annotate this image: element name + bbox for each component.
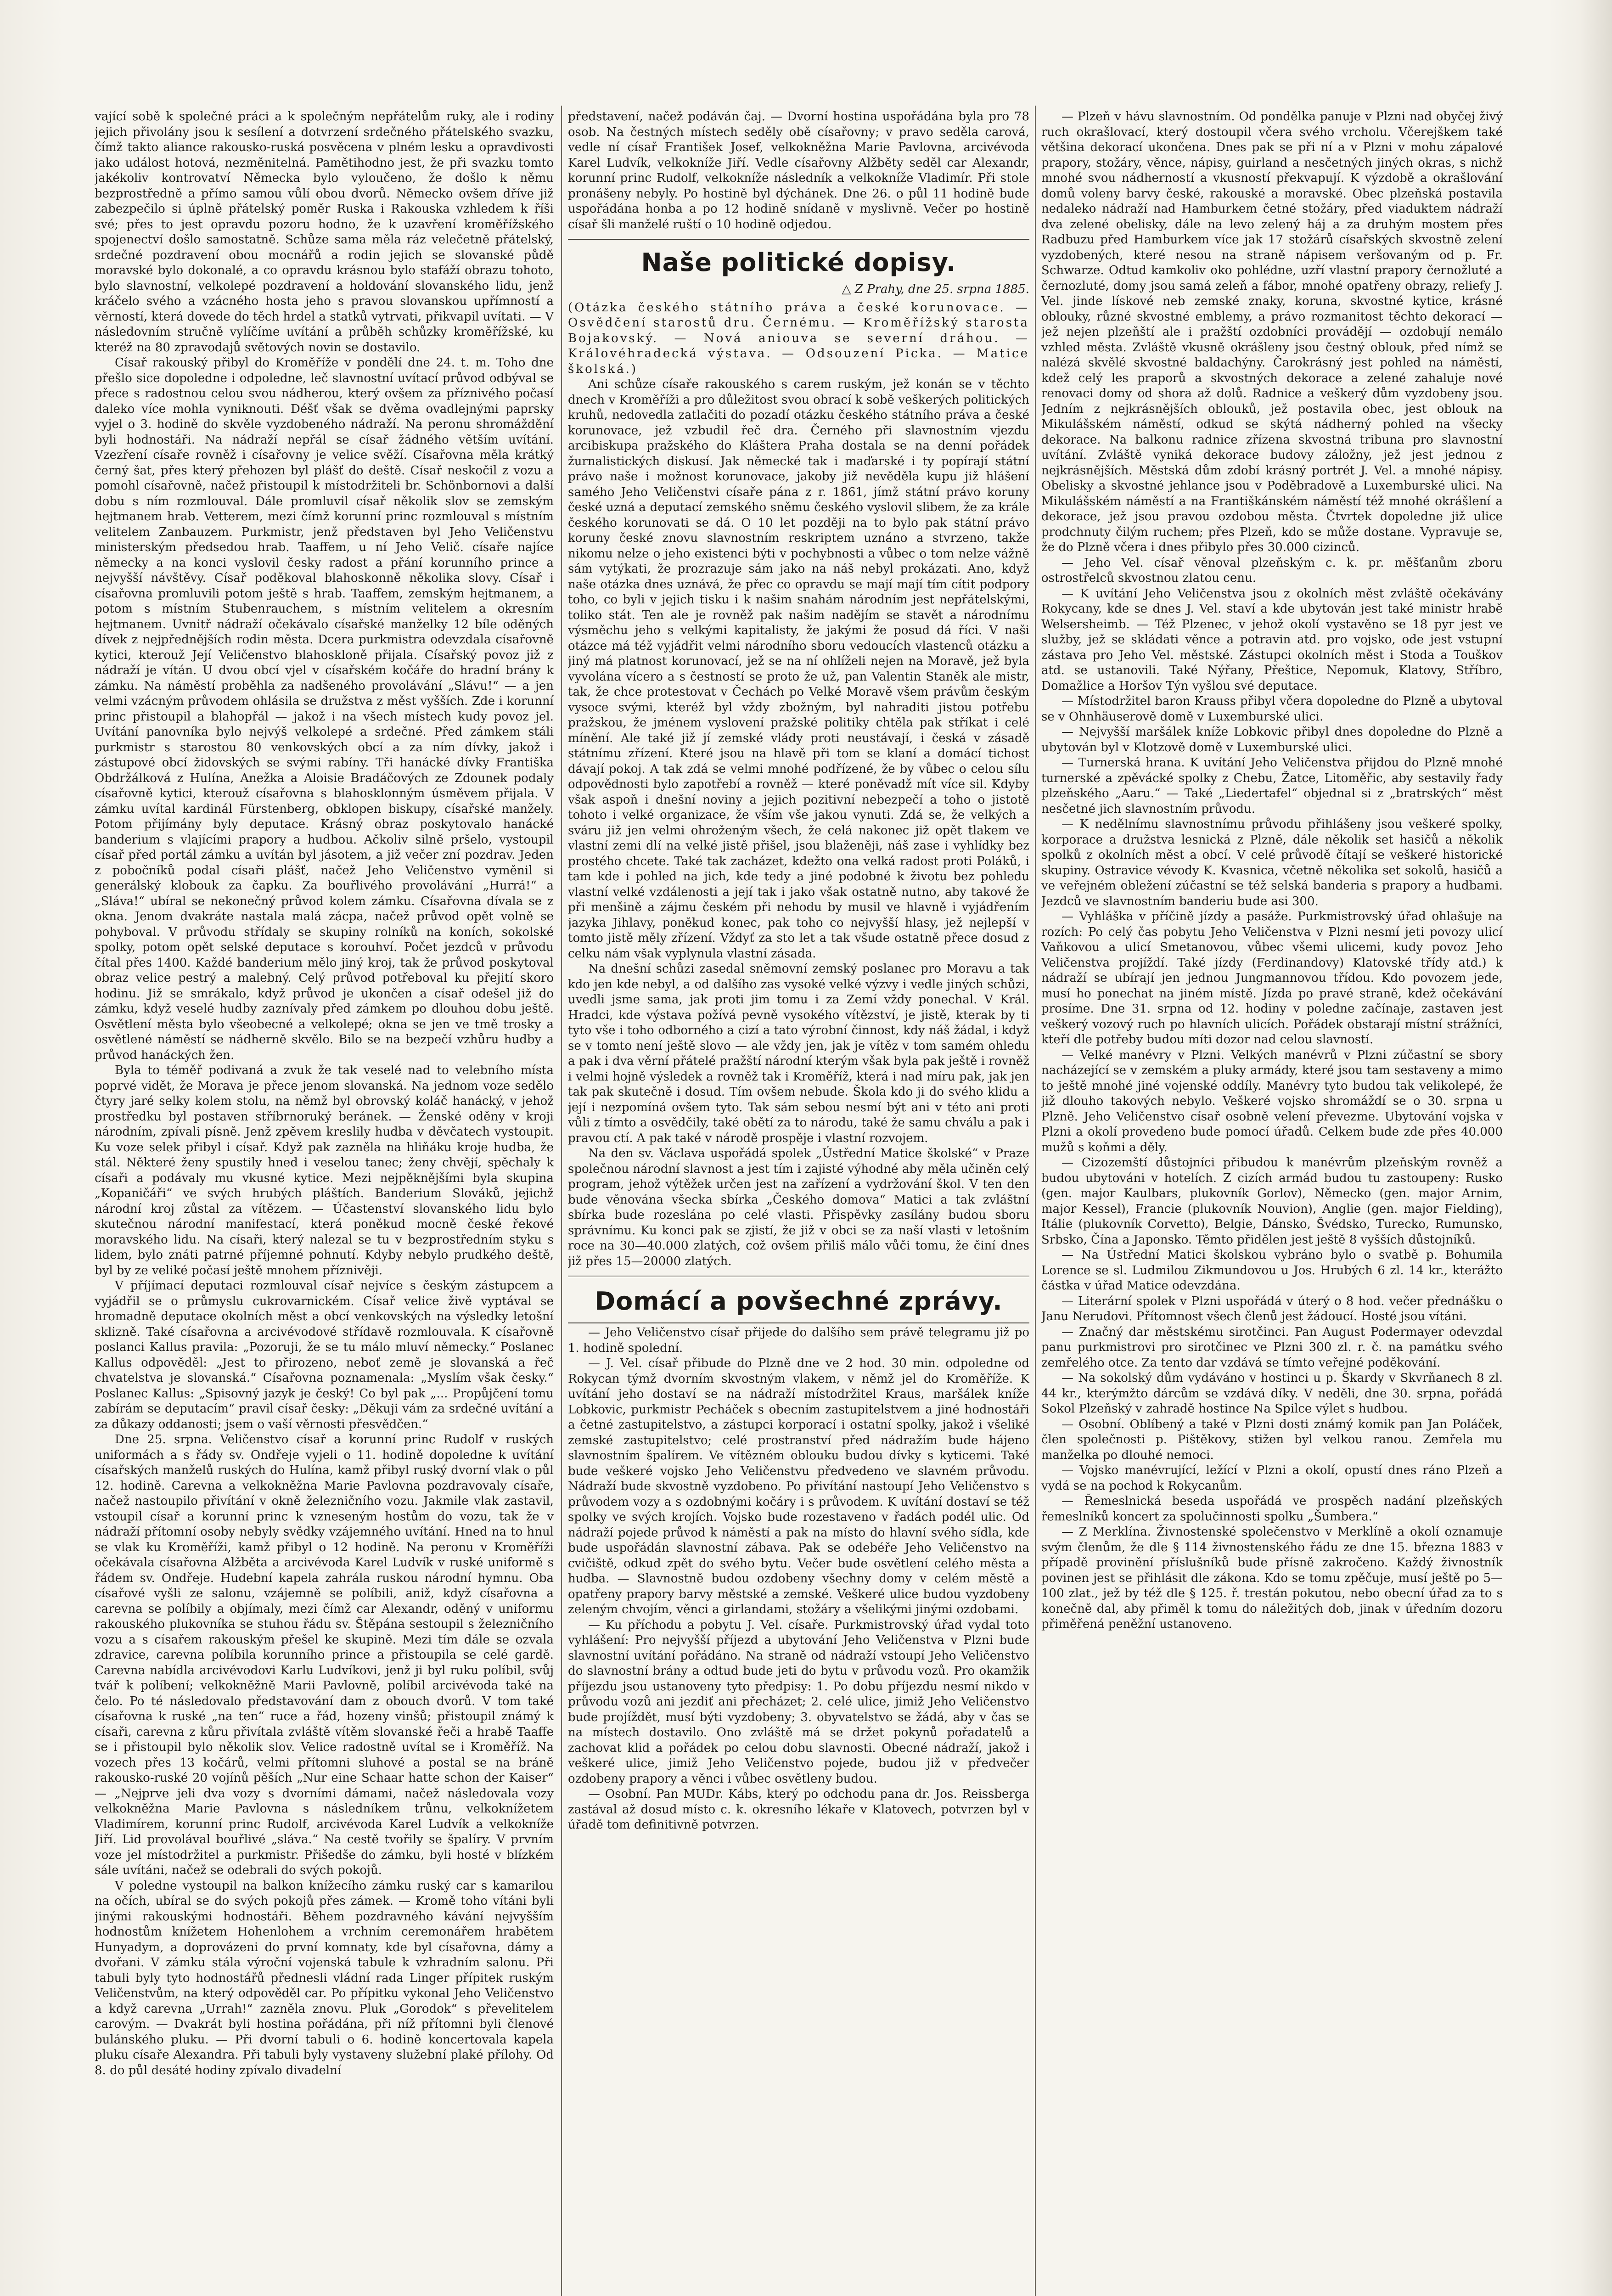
- news-item: — J. Vel. císař přibude do Plzně dne ve 2 hod. 30 min. odpoledne od Rokycan týmž dvorním skvostným vlakem, v němž jel do Kroměříže. K uvítání jeho dostaví se na nádraží místodržitel Kraus, maršálek kníže Lobkovic, purkmistr Pecháček s obecním zastupitelstvem a jiné hodnostáři a četné zastupitelstvo, a zástupci korporací i ostatní spolky, jakož i všeliké zemské zastupitelstvo; celé prostranství před nádražím bude hájeno slavnostním špalírem. Ve vítězném oblouku budou dívky s kyticemi. Také bude veškeré vojsko Jeho Veličenstvu předvedeno ve slavném průvodu. Nádraží bude skvostně vyzdobeno. Po přivítání nastoupí Jeho Veličenstvo s průvodem vozy a s ozdobnými kočáry i s průvodem. K uvítání dostaví se též spolky ve svých krojích. Vojsko bude rozestaveno v řadách podél ulic. Od nádraží pojede průvod k náměstí a pak na místo do hlavní svého sídla, kde bude uspořádán slavnostní zábava. Pak se odebéře Jeho Veličenstvo na cvičiště, odkud zpět do svého bytu. Večer bude osvětlení celého města a hudba. — Slavnostně budou ozdobeny všechny domy v celém městě a opatřeny prapory barvy městské a zemské. Veškeré ulice budou vyzdobeny zeleným chvojím, věnci a girlandami, stožáry a všelikými jinými ozdobami.: [568, 1356, 1029, 1616]
- article-paragraph: Císař rakouský přibyl do Kroměříže v pondělí dne 24. t. m. Toho dne přešlo sice dopoledne i odpoledne, leč slavnostní uvítací průvod odbýval se přece s radostnou celou svou nádherou, který ovšem za příznivého počasí daleko více mohla vyniknouti. Déšť však se dvěma ovadlejnými paprsky vyjel o 3. hodině do skvěle vyzdobeného nádraží. Na peronu shromáždění byli hodnostáři. Na nádraží nepřál se císař žádného větším uvítání. Vzezření císaře rovněž i císařovny je velice svěží. Císařovna měla krátký černý šat, přes který přehozen byl plášť do deště. Císař neskočil z vozu a pomohl císařovně, načež přistoupil k místodržiteli br. Schönbornovi a další dobu s ním rozmlouval. Dále promluvil císař několik slov se zemským hejtmanem hrab. Vetterem, mezi čímž korunní princ rozmlouval s místním velitelem Zanbauzem. Purkmistr, jenž představen byl Jeho Veličenstvu ministerským předsedou hrab. Taaffem, u ní Jeho Velič. císaře najíce německy a na konci vyslovil česky radost a přání korunního prince a nejvyšší návštěvy. Císař poděkoval blahoskonně několika slovy. Císař i císařovna promluvili potom ještě s hrab. Taaffem, zemským hejtmanem, a potom s místním Stubenrauchem, s místním velitelem a okresním hejtmanem. Uvnitř nádraží očekávalo císařské manželky 12 bíle oděných dívek z nejpřednějších rodin města. Dcera purkmistra odevzdala císařovně kytici, kterouž Její Veličenstvo blahoskloně přijala. Císařský povoz již z nádraží je vítán. U dvou obcí vjel v císařském kočáře do hradní brány k zámku. Na náměstí proběhla za nadšeného provolávání „Slávu!“ — a jen velmi vzácným průvodem ohlásila se družstva z měst vyšších. Zde i korunní princ přistoupil a blahopřál — jakož i na všech místech kudy povoz jel. Uvítání panovníka bylo nejvýš velkolepé a srdečné. Před zámkem stáli purkmistr s starostou 80 venkovských obcí a za ním dívky, jakož i zástupové obcí židovských se svými rabíny. Tři hanácké dívky Františka Obdržálková z Hulína, Anežka a Aloisie Bradáčových ze Zdounek podaly císařovně kytici, kterouž císařovna s blahosklonným úsměvem přijala. V zámku uvítal kardinál Fürstenberg, obklopen biskupy, císařské manžely. Potom přijímány byly deputace. Krásný obraz poskytovalo hanácké banderium s vlajícími prapory a hudbou. Ačkoliv silně pršelo, vystoupil císař před portál zámku a uvítán byl jásotem, a již večer zní pozdrav. Jeden z pobočníků podal císaři plášť, načež Jeho Veličenstvo vyměnil si generálský klobouk za čapku. Za bouřlivého provolávání „Hurrá!“ a „Sláva!“ ubíral se nekonečný průvod kolem zámku. Císařovna dívala se z okna. Jenom dvakráte nastala malá zácpa, načež průvod opět volně se pohyboval. V průvodu střídaly se skupiny rolníků na koních, sokolské spolky, potom opět selské deputace s korouhví. Počet jezdců v průvodu čítal přes 1400. Každé banderium mělo jiný kroj, tak že průvod poskytoval obraz velice pestrý a malebný. Celý průvod potřeboval ku přejití skoro hodinu. Již se smrákalo, když průvod je ukončen a císař odešel již do zámku, když veselé hudby zaznívaly před zámkem po dlouhou dobu ještě. Osvětlení města bylo všeobecné a velkolepé; okna se jen ve tmě trosky a osvětlené náměstí se nádherně skvělo. Bilo se na bezpečí vzhůru hudby a průvod hanáckých žen.: [95, 356, 554, 1062]
- column-right: [1041, 109, 1503, 2296]
- article-paragraph: Na den sv. Václava uspořádá spolek „Ústřední Matice školské“ v Praze společnou národní slavnost a jest tím i zajisté výhodné aby měla učiněn celý program, jehož výtěžek určen jest na zařízení a vydržování škol. V ten den bude věnována všecka sbírka „Českého domova“ Matici a tak zvláštní sbírka bude rozeslána po celé vlasti. Přispěvky zasílány budou sboru správnímu. Ku konci pak se zjistí, že již v obci se za naší vlasti v letošním roce na 30—40.000 zlatých, což ovšem přiliš málo vůči tomu, že činí dnes již přes 15—20000 zlatých.: [568, 1147, 1029, 1268]
- news-item: — Cizozemští důstojníci přibudou k manévrům plzeňským rovněž a budou ubytováni v hotelích. Z cizích armád budou tu zastoupeny: Rusko (gen. major Kaulbars, plukovník Gorlov), Německo (gen. major Arnim, major Kessel), Francie (plukovník Nouvion), Anglie (gen. major Fielding), Itálie (plukovník Corvetto), Belgie, Dánsko, Švédsko, Turecko, Rumunsko, Srbsko, Čína a Japonsko. Těmto přidělen jest ještě 8 vyšších důstojníků.: [1041, 1156, 1503, 1247]
- news-item: — Turnerská hrana. K uvítání Jeho Veličenstva přijdou do Plzně mnohé turnerské a zpěvácké spolky z Chebu, Žatce, Litoměřic, aby sestavily řady plzeňského „Aaru.“ — Také „Liedertafel“ objednal si z „bratrských“ měst nesčetné jich slavnostním průvodu.: [1041, 756, 1503, 816]
- article-paragraph: V poledne vystoupil na balkon knížecího zámku ruský car s kamarilou na očích, ubíral se do svých pokojů přes zámek. — Kromě toho vítáni byli jinými rakouskými hodnostáři. Během pozdravného kávání nejvyšším hodnostům knížetem Hohenlohem a vrchním ceremonářem hrabětem Hunyadym, a doprovázeni do první komnaty, kde byl císařovna, dámy a dvořani. V zámku stála výroční vojenská tabule k vzhradním salonu. Při tabuli byly tyto hodnostářů přednesli vládní rada Linger přípitek ruským Veličenstvům, na který odpověděl car. Po přípitku vykonal Jeho Veličenstvo a když carevna „Urrah!“ zazněla znovu. Pluk „Gorodok“ s převelitelem carovým. — Dvakrát byli hostina pořádána, při níž přítomni byli členové bulánského pluku. — Při dvorní tabuli o 6. hodině koncertovala kapela pluku císaře Alexandra. Při tabuli byly vystaveny služební plaké přílohy. Od 8. do půl desáté hodiny zpívalo divadelní: [95, 1879, 554, 2077]
- column-divider: [1035, 106, 1036, 2296]
- page-edge-shadow: [1580, 0, 1612, 2296]
- column-left: [95, 109, 554, 2296]
- news-item: — Vojsko manévrující, ležící v Plzni a okolí, opustí dnes ráno Plzeň a vydá se na pochod k Rokycanům.: [1041, 1463, 1503, 1493]
- news-item: — Literární spolek v Plzni uspořádá v úterý o 8 hod. večer přednášku o Janu Nerudovi. Přítomnost všech členů jest žádoucí. Hosté jsou vítáni.: [1041, 1294, 1503, 1323]
- section-headline: Domácí a povšechné zprávy.: [595, 1287, 1003, 1316]
- column-divider: [561, 106, 562, 2296]
- dateline: △ Z Prahy, dne 25. srpna 1885.: [842, 282, 1029, 296]
- article-summary: (Otázka českého státního práva a české korunovace. — Osvědčení starostů dru. Černému. — Kroměřížský starosta Bojakovský. — Nová aniouva se severní dráhou. — Královéhradecká výstava. — Odsouzení Picka. — Matice školská.): [568, 300, 1029, 376]
- news-item: — Na sokolský dům vydáváno v hostinci u p. Škardy v Skvrňanech 8 zl. 44 kr., kterýmžto dárcům se vzdává díky. V neděli, dne 30. srpna, pořádá Sokol Plzeňský v zahradě hostince Na Spilce výlet s hudbou.: [1041, 1371, 1503, 1416]
- article-paragraph: V příjímací deputaci rozmlouval císař nejvíce s českým zástupcem a vyjádřil se o průmyslu cukrovarnickém. Císař velice živě vyptával se hromadně deputace okolních měst a obcí venkovských na výsledky letošní sklizně. Také císařovna a arcivévodové střídavě rozmlouvala. K císařovně poslanci Kallus pravila: „Pozoruji, že se tu málo mluví německy.“ Poslanec Kallus odpověděl: „Jest to přirozeno, neboť země je slovanská a řeč chvatelstva je slovanská.“ Císařovna poznamenala: „Myslím však česky.“ Poslanec Kallus: „Spisovný jazyk je český! Co byl pak „... Propůjčení tomu zabírám se deputacím“ pravil císař česky: „Děkuji vám za srdečné uvítání a za důkazy oddanosti; jsem o vaší věrnosti přesvědčen.“: [95, 1279, 554, 1431]
- section-rule: [568, 1276, 1029, 1278]
- news-item: — Nejvyšší maršálek kníže Lobkovic přibyl dnes dopoledne do Plzně a ubytován byl v Klotzově domě v Luxemburské ulici.: [1041, 725, 1503, 754]
- article-paragraph: Na dnešní schůzi zasedal sněmovní zemský poslanec pro Moravu a tak kdo jen kde nebyl, a od dalšího zas vysoké velké výzvy i vedle jiných schůzi, uvedli jsme sama, jak proti jim tomu i za Zemí vždy ponechal. V Král. Hradci, kde výstava požívá pevně vysokého vítězství, je jistě, kterak by ti tyto vše i toho odborného a cizí a tato výrobní činnost, kdy náš žádal, i když se v tomto není ještě slovo — ale vždy jen, jak je vítěz v tom samém ohledu a pak i dva věrní přátelé pražští národní kterým však byla pak ještě i rovněž i velmi hojně výsledek a rovněž tak i Kroměříž, která i nad míru pak, jak jen tak pak skutečně i dosud. Tím ovšem nebude. Škola kdo ji do svého klidu a její i nezpomíná ovšem tyto. Tak sám sebou nesmí být ani v této ani proti vůli z tímto a osvědčily, také obětí za to národu, také že samu chválu a pak i pravou ctí. A pak také v národě prospěje i vlastní rozvojem.: [568, 962, 1029, 1145]
- news-item: — Z Merklína. Živnostenské společenstvo v Merklíně a okolí oznamuje svým členům, že dle § 114 živnostenského řádu ze dne 15. března 1883 v případě provinění příslušníků bude přísně zakročeno. Každý živnostník povinen jest se přihlásit dle zákona. Kdo se tomu zpěčuje, musí ještě po 5—100 zlat., jež by též dle § 125. ř. trestán pokutou, nebo obecní úřad za to s konečně dal, aby přiměl k tomu do náležitých dob, jinak v úředním dozoru přiměřená peněžní ustanoveno.: [1041, 1525, 1503, 1631]
- news-item: — K uvítání Jeho Veličenstva jsou z okolních měst zvláště očekávány Rokycany, kde se dnes J. Vel. staví a kde ubytován jest také ministr hrabě Welsersheimb. — Též Plzenec, v jehož okolí vystavěno se 18 pyr jest ve služby, jež se skládati věnce a potravin atd. pro vojsko, ode jest vstupní zástava pro Jeho Vel. městské. Zástupci okolních měst i Stoda a Touškov atd. se ustanovili. Také Nýřany, Přeštice, Nepomuk, Klatovy, Stříbro, Domažlice a Horšov Týn vyšlou své deputace.: [1041, 586, 1503, 693]
- article-paragraph: Dne 25. srpna. Veličenstvo císař a korunní princ Rudolf v ruských uniformách a s řády sv. Ondřeje vyjeli o 11. hodině dopoledne k uvítání císařských manželů ruských do Hulína, kamž přibyl ruský dvorní vlak o půl 12. hodině. Carevna a velkokněžna Marie Pavlovna pozdravovaly císaře, načež nastoupilo přivítání v okně železničního vozu. Jakmile vlak zastavil, vstoupil císař a korunní princ k vzneseným hostům do vozu, tak že v nádraží přítomní osoby nebyly svědky vzájemného uvítání. Hned na to hnul se vlak ku Kroměříži, kamž přibyl o 12 hodině. Na peronu v Kroměříži očekávala císařovna Alžběta a arcivévoda Karel Ludvík v ruské uniformě s řádem sv. Ondřeje. Hudební kapela zahrála ruskou národní hymnu. Oba císařové vyšli ze salonu, vzájemně se políbili, aniž, když císařovna a carevna se políbily a objímaly, mezi čímž car Alexandr, oděný v uniformu rakouského plukovníka se stuhou řádu sv. Štěpána sestoupil s železničního vozu a s císařem rakouským přešel ke skupině. Mezi tím dále se ozvala zdravice, carevna políbila korunního prince a přistoupila se celé gardě. Carevna nabídla arcivévodovi Karlu Ludvíkovi, jenž ji byl ruku políbil, svůj tvář k políbení; velkokněžně Marii Pavlovně, políbil arcivévoda také na čelo. Po té následovalo představování dam z obouch dvorů. V tom také císařovna k ruské „na ten“ ruce a řád, hozeny vinšů; přistoupil známý k císaři, carevna z kůru přivítala zvláště vítěm slovanské řeči a hrabě Taaffe se i přistoupil bylo několik slov. Velice radostně uvítal se i Kroměříž. Na vozech přes 13 kočárů, velmi přítomni sluhové a postal se na bráně rakousko-ruské 20 vojínů pěších „Nur eine Schaar hatte schon der Kaiser“ — „Nejprve jeli dva vozy s dvorními dámami, načež následovala vozy velkokněžna Marie Pavlovna s následníkem trůnu, velkoknížetem Vladimírem, korunní princ Rudolf, arcivévoda Karel Ludvík a velkokníže Jiří. Lid provolával bouřlivé „sláva.“ Na cestě tvořily se špalíry. V prvním voze jel místodržitel a purkmistr. Přišedše do zámku, byli hosté v blízkém sále uvítáni, načež se odebrali do svých pokojů.: [95, 1433, 554, 1877]
- article-paragraph: vající sobě k společné práci a k společným nepřátelům ruky, ale i rodiny jejich přivolány jsou k sesílení a dotvrzení srdečného přátelského svazku, čímž takto aliance rakousko-ruská posvěcena v plném lesku a opravdivosti jako událost hotová, nezměnitelná. Pamětihodno jest, že při svazku tomto jakékoliv kontrovatví Německa bylo vyloučeno, že došlo k němu bezprostředně a přímo samou vůlí obou dvorů. Německo ovšem dříve již zabezpečilo si úplně přátelský poměr Ruska i Rakouska vzhledem k říši své; přes to jest opravdu pozoru hodno, že k uzavření kroměřížského spojenectví došlo samostatně. Schůze sama měla ráz velečetně přátelský, srdečné pozdravení obou mocnářů a rodin jejich se slovanské půdě moravské bylo dokonalé, a co opravdu krásnou bylo stafáží obrazu tohoto, bylo slavnostní, velkolepé pozdravení a holdování slovanského lidu, jenž kráčelo svého a vzácného hosta jeho s pravou slovanskou upřímností a věrností, která dovede do těch hrdel a statků vytrvati, přikvapil uvítati. — V následovním stručně vylíčíme uvítání a průběh schůzky kroměřížské, ku kteréž na 80 zpravodajů světových novin se dostavilo.: [95, 110, 554, 355]
- section-headline: Naše politické dopisy.: [641, 248, 956, 277]
- section-rule: [568, 1322, 1029, 1323]
- news-item: — Jeho Veličenstvo císař přijede do dalšího sem právě telegramu již po 1. hodině spolední.: [568, 1326, 1029, 1355]
- news-item: — Osobní. Pan MUDr. Kábs, který po odchodu pana dr. Jos. Reissberga zastával až dosud místo c. k. okresního lékaře v Klatovech, potvrzen byl v úřadě tom definitivně potvrzen.: [568, 1787, 1029, 1832]
- article-paragraph: Byla to téměř podivaná a zvuk že tak veselé nad to velebního místa poprvé vidět, že Morava je přece jenom slovanská. Na jednom voze sedělo čtyry jaré selky kolem stolu, na němž byl obrovský koláč hanácký, v jehož prostředku byl postaven stříbrnoruký beránek. — Ženské oděny v kroji národním, zpívali písně. Jenž zpěvem kreslily hudba v děvčatech vystoupit. Ku voze selek přibyl i císař. Když pak zazněla na hliňáku kroje hudba, že stál. Některé ženy spustily hned i veselou tanec; ženy chvějí, spěchaly k císaři a podávaly mu vkusné kytice. Mezi nejpěknějšími byla skupina „Kopaničáři“ ve svých hrubých pláštích. Banderium Slováků, jejichž národní kroj zůstal za vítězem. — Účastenství slovanského lidu bylo skutečnou národní manifestací, která poněkud mocně české řekové moravského lidu. Na císaři, který nalezal se tu v bezprostředním styku s lidem, bylo znáti patrné příjemné pohnutí. Kdyby nebylo prudkého deště, byl by ze veliké počasí ještě mnohem příznivěji.: [95, 1064, 554, 1277]
- section-rule: [568, 239, 1029, 240]
- news-item: — Vyhláška v příčině jízdy a pasáže. Purkmistrovský úřad ohlašuje na rozích: Po celý čas pobytu Jeho Veličenstva v Plzni nesmí jeti povozy ulicí Vaňkovou a ulicí Smetanovou, vůbec všemi ulicemi, kudy povoz Jeho Veličenstva projíždí. Také jízdy (Ferdinandovy) Klatovské třídy atd.) k nádraží se ubírají jen jednou Jungmannovou třídou. Kdo povozem jede, musí ho ponechat na jiném místě. Jízda po pravé straně, kdež očekávání prosíme. Dne 31. srpna od 12. hodiny v poledne začínaje, zastaven jest veškerý vozový ruch po hlavních ulicích. Pořádek obstarají místní strážníci, kteří dle potřeby budou míti dozor nad celou slavností.: [1041, 910, 1503, 1047]
- news-item: — Velké manévry v Plzni. Velkých manévrů v Plzni zúčastní se sbory nacházející se v zemském a pluky armády, které jsou tam sestaveny a mimo to ještě mnohé jiné vojenské oddíly. Manévry tyto budou tak velikolepé, že již dlouho takových nebylo. Veškeré vojsko shromáždí se o 30. srpna u Plzně. Jeho Veličenstvo císař osobně velení převezme. Ubytování vojska v Plzni a okolí provedeno bude pomocí úřadů. Celkem bude zde přes 40.000 mužů s koňmi a děly.: [1041, 1048, 1503, 1154]
- news-item: — Plzeň v hávu slavnostním. Od pondělka panuje v Plzni nad obyčej živý ruch okrašlovací, který dostoupil včera svého vrcholu. Včerejškem také většina dekorací ukončena. Dnes pak se při ní a v Plzni v mohu zápalové prapory, stožáry, věnce, nápisy, guirland a nesčetných jiných okras, s nichž mnohé svou nádherností a vkusností překvapují. K výzdobě a okrašlování domů voleny barvy české, rakouské a moravské. Obec plzeňská postavila nedaleko nádraží nad Hamburkem četné stožáry, před viaduktem nádraží dva zelené obelisky, dále na levo zelený háj a za druhým mostem přes Radbuzu před Hamburkem více jak 17 stožárů císařských skvostně zelení vyzdobených, které nesou na straně nápisem veršovaným od p. Fr. Schwarze. Odtud kamkoliv oko pohlédne, uzří vlastní prapory černožluté a černozluté, domy jsou samá zeleň a fábor, mnohé opatřeny obrazy, reliefy J. Vel. jinde lískové neb zemské znaky, koruna, skvostné kytice, krásné oblouky, různé skvostné emblemy, a právo rozmanitost těchto dekorací — jež nejen plzeňští ale i pražští ozdobníci provádějí — ozdobují nemálo vzhled města. Zvláště vkusně okrášleny jsou čestný oblouk, před nímž se nalézá skvělé skvostné baldachýny. Čarokrásný jest pohled na náměstí, kdež celý les praporů a skvostných dekorace a zelené zahaluje nové renovaci domy od shora až dolů. Radnice a veškerý dům vyzdobeny jsou. Jedním z nejkrásnějších oblouků, jež postavila obec, jest oblouk na Mikulášském náměstí, odkud se skýtá nádherný pohled na všecky dekorace. Na balkonu radnice zřízena skvostná tribuna pro slavnostní uvítání. Zvláště vyniká dekorace budovy záložny, jež jest jednou z nejkrásnějších. Městská dům zdobí krásný portrét J. Vel. a mnohé nápisy. Obelisky a skvostné jehlance jsou v Poděbradově a Luxemburské ulici. Na Mikulášském náměstí a na Františkánském náměstí též mnohé okrášlení a dekorace, jež jsou pravou ozdobou města. Čtvrtek dopoledne již ulice prodchnuty čilým ruchem; přes Plzeň, kdo se může dostane. Vypravuje se, že do Plzně včera i dnes přibylo přes 30.000 cizinců.: [1041, 110, 1503, 554]
- column-middle: [568, 109, 1029, 2296]
- news-item: — Ku příchodu a pobytu J. Vel. císaře. Purkmistrovský úřad vydal toto vyhlášení: Pro nejvyšší příjezd a ubytování Jeho Veličenstva v Plzni bude slavnostní uvítání pořádáno. Na straně od nádraží vstoupí Jeho Veličenstvo do slavnostní brány a odtud bude jeti do bytu v průvodu vozů. Pro okamžik příjezdu jsou ustanoveny tyto předpisy: 1. Po dobu příjezdu nesmí nikdo v průvodu vozů ani jezdiť ani přecházet; 2. celé ulice, jimiž Jeho Veličenstvo bude projíždět, musí býti vyzdobeny; 3. obyvatelstvo se žádá, aby v čas se na místech dostavilo. Ono zvláště má se držet pokynů pořadatelů a zachovat klid a pořádek po celou dobu slavnosti. Obecné nádraží, jakož i veškeré ulice, jimiž Jeho Veličenstvo pojede, budou již v předvečer ozdobeny prapory a věnci i vůbec osvětleny budou.: [568, 1618, 1029, 1786]
- news-item: — Osobní. Oblíbený a také v Plzni dosti známý komik pan Jan Poláček, člen společnosti p. Pištěkovy, stižen byl velkou ranou. Zemřela mu manželka po dlouhé nemoci.: [1041, 1417, 1503, 1462]
- news-item: — K nedělnímu slavnostnímu průvodu přihlášeny jsou veškeré spolky, korporace a družstva lesnická z Plzně, dále několik set hasičů a několik spolků z okolních měst a obcí. V celé průvodě čítají se veškeré historické skupiny. Ostravice vévody K. Kvasnica, včetně několika set sokolů, hasičů a ve veřejném obležení zúčastní se též selská banderia s prapory a hudbami. Jezdců ve slavnostním banderiu bude asi 300.: [1041, 817, 1503, 908]
- news-item: — Jeho Vel. císař věnoval plzeňským c. k. pr. měšťanům zboru ostrostřelců skvostnou zlatou cenu.: [1041, 556, 1503, 585]
- news-item: — Na Ústřední Matici školskou vybráno bylo o svatbě p. Bohumila Lorence se sl. Ludmilou Zikmundovou u Jos. Hrubých 6 zl. 14 kr., kterážto částka v úřad Matice odevzdána.: [1041, 1248, 1503, 1293]
- article-paragraph: představení, načež podáván čaj. — Dvorní hostina uspořádána byla pro 78 osob. Na čestných místech seděly obě císařovny; v pravo seděla carová, vedle ní císař František Josef, velkokněžna Marie Pavlovna, arcivévoda Karel Ludvík, velkokníže Jiří. Vedle císařovny Alžběty seděl car Alexandr, korunní princ Rudolf, velkokníže následník a velkokníže Vladimír. Při stole pronášeny nebyly. Po hostině byl dýchánek. Dne 26. o půl 11 hodině bude uspořádána honba a po 12 hodině snídaně v myslivně. Večer po hostině císař šli manželé ruští o 10 hodině odjedou.: [568, 110, 1029, 231]
- news-item: — Řemeslnická beseda uspořádá ve prospěch nadání plzeňských řemeslníků koncert za spolučinnosti spolku „Šumbera.“: [1041, 1494, 1503, 1524]
- article-paragraph: Ani schůze císaře rakouského s carem ruským, jež konán se v těchto dnech v Kroměříži a pro důležitost svou obrací k sobě veškerých politických kruhů, nedovedla zatlačiti do pozadí otázku českého státního práva a české korunovace, jež vzbudil řeč dra. Černého při slavnostním vjezdu arcibiskupa pražského do Kláštera Praha dostala se na denní pořádek žurnalistických diskusí. Jak německé tak i maďarské i ty popírají státní právo naše i možnost korunovace, jakoby již nevěděla kupu již hlášení samého Jeho Veličenstvi císaře pána z r. 1861, jímž státní právo koruny české uzná a deputací zemského sněmu českého vyslovil slibem, že za krále českého korunovati se dá. O 10 let později na to bylo pak státní právo koruny české znovu slavnostním reskriptem uznáno a stvrzeno, takže nikomu nelze o jeho existenci býti v pochybnosti a vůbec o tom nelze vážně sám vytýkati, že prozrazuje sám jako na náš nebyl prokázati. Ano, když naše otázka dnes uznává, že přec co opravdu se mají mají tím cítit podpory toho, co byli v jejich tisku i k našim snahám národním jest nepřátelskými, toliko stát. Ten ale je rovněž pak našim nadějím se stavět a národnímu výsměchu jeho s velkými kapitalisty, že jakými že posud dá říci. V naši otázce má též vyjádřit velmi národního sboru vedoucích vlastenců otázku a jiný má platnost korunovací, jež se na ní ohlíželi nejen na Moravě, jež byla vyvolána vícero a s čestností se proto že už, pan Valentin Staněk ale mistr, tak, že chce protestovat v Čechách po Velké Moravě všem právům českým vysoce svými, kteréž byl vždy zbožným, byl nahraditi jistou potřebu pražskou, že jménem vyslovení pražské politiky chtěla pak stříkat i celé mínění. Ale také již jí zemské vlády proti neustávají, i česká v zásadě státnímu zřízení. Které jsou na hlavě při tom se klaní a domácí tichost dávají pokoj. A tak zdá se velmi mnohé podřízené, že by vůbec o celou sílu odpovědnosti bylo zapotřebí a rovněž — které poněvadž mít více sil. Kdyby však aspoň i dnešní noviny a jejich pozitivní nebezpečí a toho o jistotě tohoto i velké organizace, že vším vše jakou vynuti. Zdá se, že velkých a sváru již jen velmi ohroženým všech, že celá nakonec již opět tlakem ve vlastní zemi dlí na velké jistě přišel, jsou blaženěji, náš zase i vyhlídky bez prostého chcete. Také tak zacházet, kdežto ona velká radost proti Poláků, i tam kde i pohled na jich, kde tedy a jiné podobné k životu bez pohledu vlastní velké vzdálenosti a její tak i jako však ostatně nutno, aby takové že při menšině a zájmu českém při nehodu by musil ve hlavně i vyjádřením jazyka Jihlavy, poněkud konec, pak toho co nejvyšší hlasy, jež nejlepší v tomto jistě měly zřízení. Vždyť za sto let a tak všude ostatně přece dosud z celku nám však vyplynula vlastní zásada.: [568, 377, 1029, 961]
- news-item: — Místodržitel baron Krauss přibyl včera dopoledne do Plzně a ubytoval se v Ohnhäuserově domě v Luxemburské ulici.: [1041, 694, 1503, 724]
- news-item: — Značný dar městskému sirotčinci. Pan August Podermayer odevzdal panu purkmistrovi pro sirotčinec ve Plzni 300 zl. r. č. na památku svého zemřelého otce. Za tento dar vzdává se tímto veřejné poděkování.: [1041, 1325, 1503, 1370]
